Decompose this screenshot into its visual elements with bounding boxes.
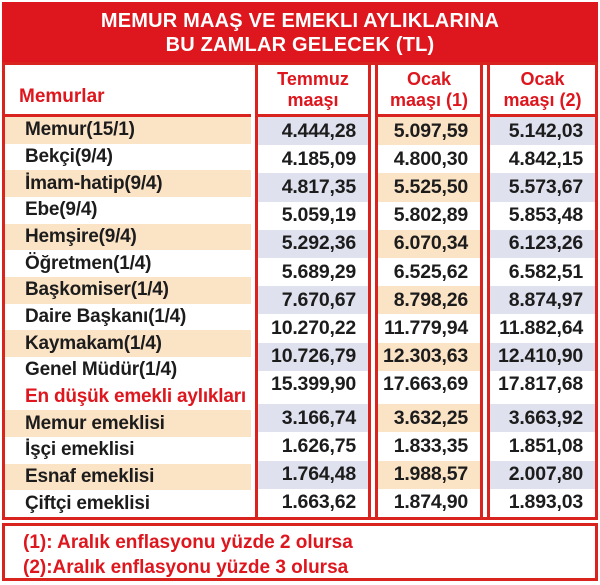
row-label: Memur emeklisi [5,410,251,437]
row-label: Başkomiser(1/4) [5,277,251,304]
row-label: Kaymakam(1/4) [5,330,251,357]
column-ocak-maasi-1 [375,65,483,517]
section-header: En düşük emekli aylıkları [5,384,251,411]
row-label: Bekçi(9/4) [5,144,251,171]
value-cell: 10.270,22 [258,314,368,342]
row-label: Öğretmen(1/4) [5,250,251,277]
column-header-temmuz [258,65,368,117]
value-cell: 1.833,35 [378,432,480,460]
value-cell: 17.663,69 [378,371,480,399]
value-cell: 10.726,79 [258,343,368,371]
value-cell: 12.410,90 [490,343,595,371]
value-cell: 5.097,59 [378,117,480,145]
row-label: Çiftçi emeklisi [5,490,251,517]
value-cell: 5.142,03 [490,117,595,145]
column-header-label: Ocak maaşı (1) [389,68,469,110]
column-ocak-maasi-2 [487,65,595,517]
footnote-1: (1): Aralık enflasyonu yüzde 2 olursa [23,532,353,553]
row-label: Daire Başkanı(1/4) [5,304,251,331]
value-cell: 5.689,29 [258,258,368,286]
value-cell: 1.764,48 [258,461,368,489]
value-cell: 11.882,64 [490,314,595,342]
value-cell: 4.842,15 [490,145,595,173]
title-banner [2,2,598,62]
value-cell: 1.851,08 [490,432,595,460]
value-cell: 15.399,90 [258,371,368,399]
value-cell: 6.582,51 [490,258,595,286]
value-cell: 7.670,67 [258,286,368,314]
value-cell: 5.292,36 [258,230,368,258]
value-cell: 5.802,89 [378,202,480,230]
value-cell: 17.817,68 [490,371,595,399]
column-header-ocak-2 [490,65,595,117]
footnote-2: (2):Aralık enflasyonu yüzde 3 olursa [23,557,349,578]
row-label: Hemşire(9/4) [5,224,251,251]
row-label: Ebe(9/4) [5,197,251,224]
column-header-label: Temmuz maaşı [277,68,349,110]
value-cell: 4.800,30 [378,145,480,173]
row-label: Genel Müdür(1/4) [5,357,251,384]
row-label: İmam-hatip(9/4) [5,170,251,197]
value-cell: 11.779,94 [378,314,480,342]
value-cell: 12.303,63 [378,343,480,371]
column-memurlar [5,65,251,517]
value-cell: 3.166,74 [258,404,368,432]
row-label: İşçi emeklisi [5,437,251,464]
value-cell: 4.185,09 [258,145,368,173]
value-cell: 6.525,62 [378,258,480,286]
value-cell: 4.817,35 [258,173,368,201]
salary-table [2,62,598,520]
value-cell: 1.874,90 [378,489,480,517]
value-cell: 1.988,57 [378,461,480,489]
value-cell: 5.059,19 [258,202,368,230]
value-cell: 5.573,67 [490,173,595,201]
value-cell: 6.070,34 [378,230,480,258]
value-cell: 1.626,75 [258,432,368,460]
value-cell: 4.444,28 [258,117,368,145]
value-cell: 3.632,25 [378,404,480,432]
column-header-label: Memurlar [19,86,105,107]
value-cell: 5.525,50 [378,173,480,201]
value-cell: 6.123,26 [490,230,595,258]
value-cell: 5.853,48 [490,202,595,230]
column-header-ocak-1 [378,65,480,117]
row-label: Esnaf emeklisi [5,464,251,491]
value-cell: 2.007,80 [490,461,595,489]
footnotes-box [2,523,598,581]
value-cell: 1.663,62 [258,489,368,517]
title-line-1: MEMUR MAAŞ VE EMEKLI AYLIKLARINA [100,10,500,32]
value-cell: 1.893,03 [490,489,595,517]
column-header-label: Ocak maaşı (2) [503,68,582,110]
title-line-2: BU ZAMLAR GELECEK (TL) [165,34,435,56]
column-temmuz-maasi [255,65,371,517]
row-label: Memur(15/1) [5,117,251,144]
column-header-memurlar [5,65,251,117]
value-cell: 3.663,92 [490,404,595,432]
value-cell: 8.874,97 [490,286,595,314]
value-cell: 8.798,26 [378,286,480,314]
